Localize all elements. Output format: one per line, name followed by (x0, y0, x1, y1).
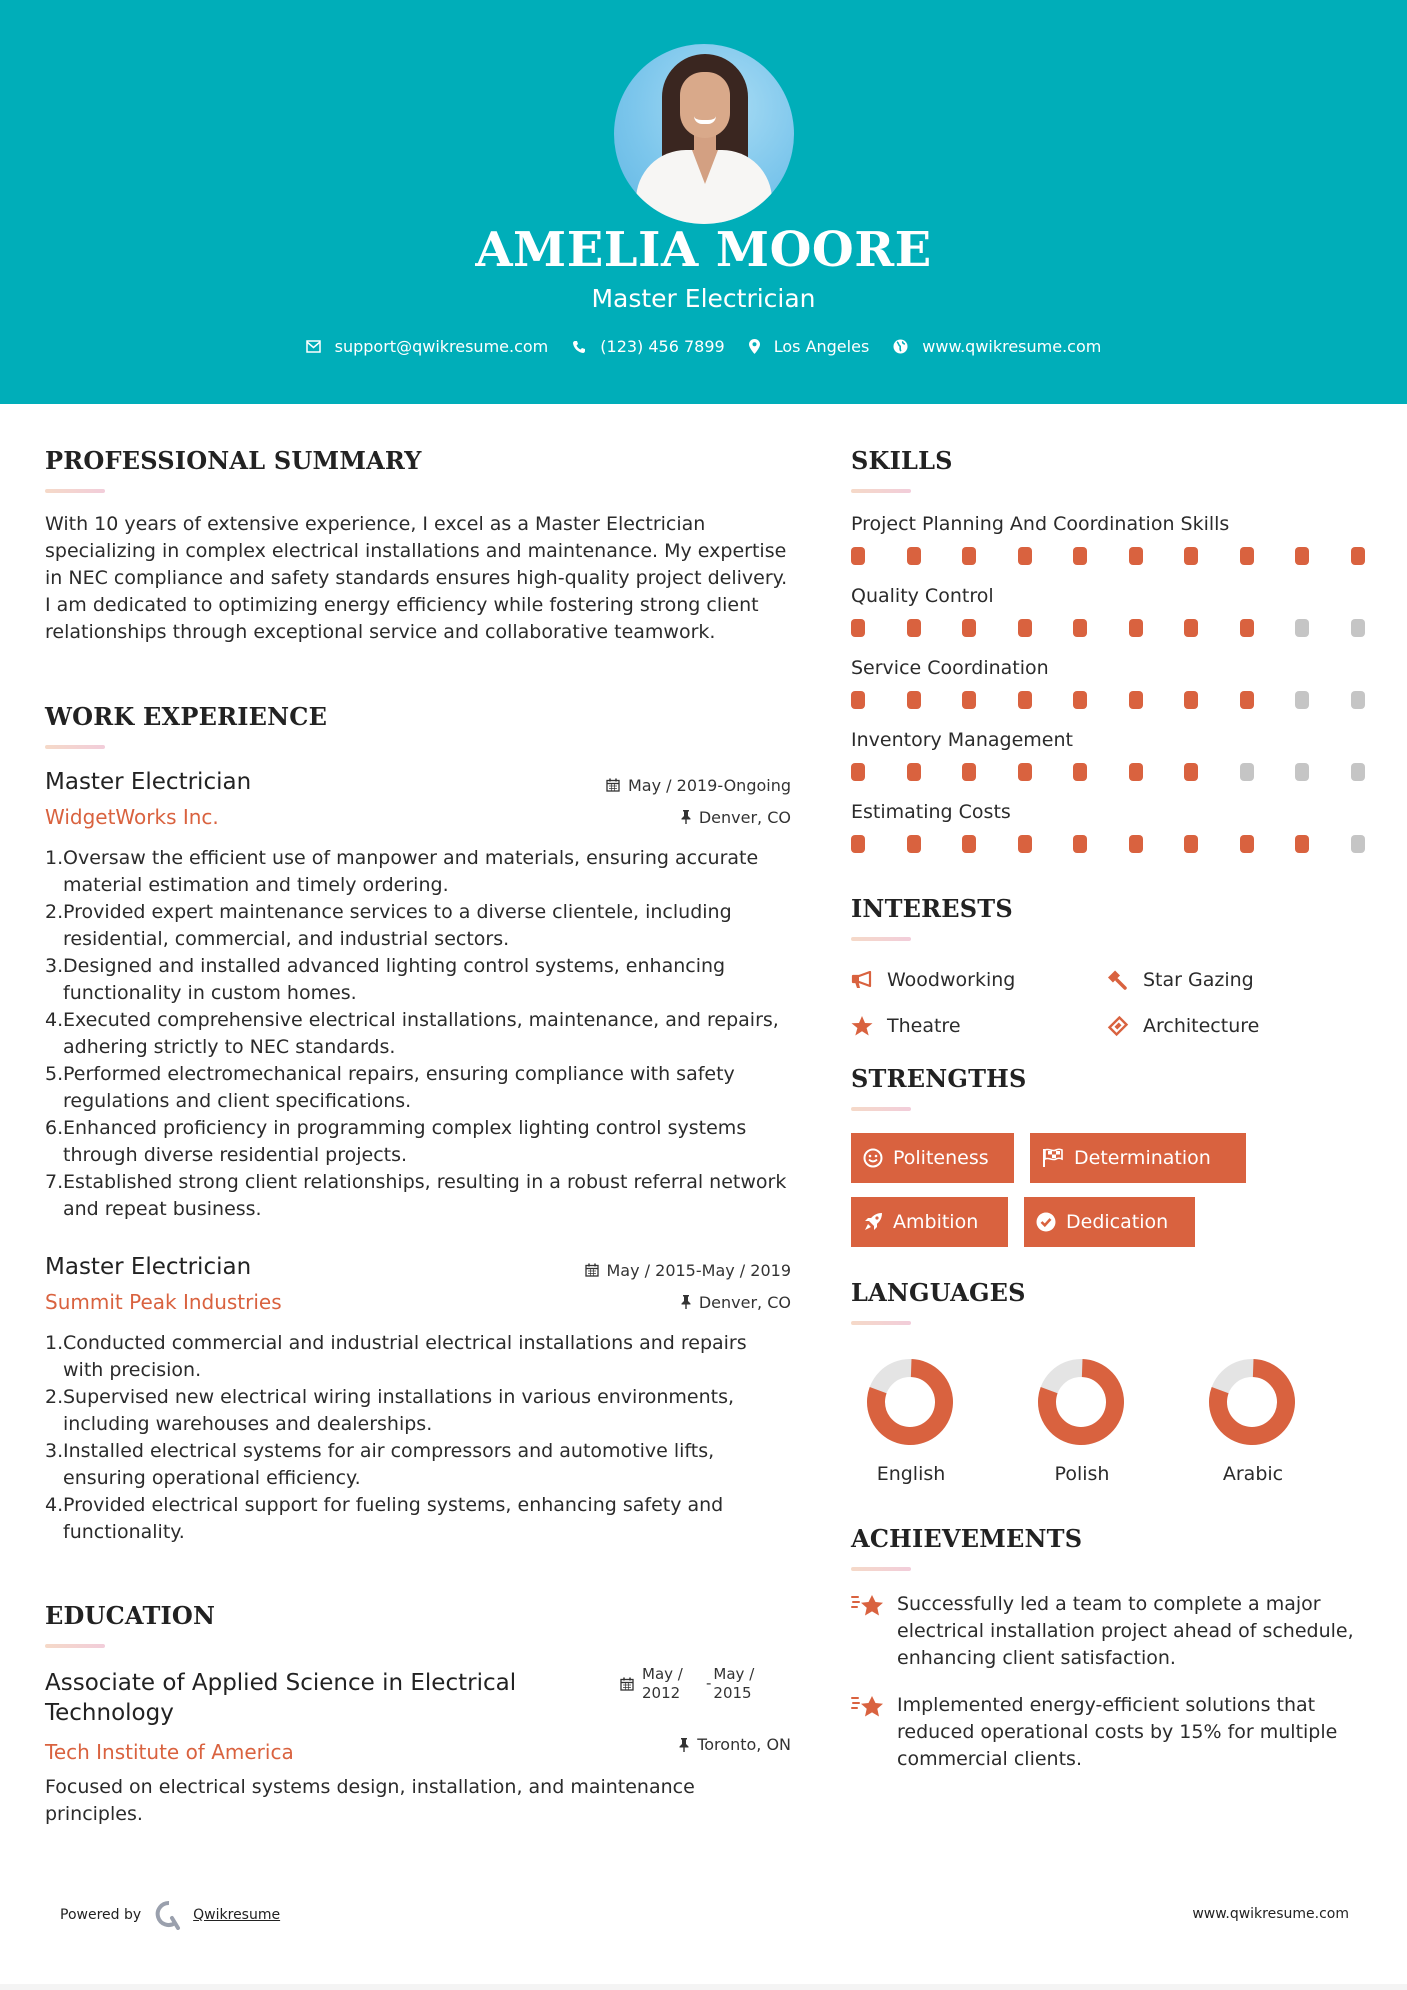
contact-location-text: Los Angeles (773, 337, 870, 356)
footer-website[interactable]: www.qwikresume.com (1192, 1906, 1349, 1922)
rating-dot-filled (1184, 835, 1198, 853)
skill-item (851, 513, 1371, 565)
skill-rating (851, 763, 1371, 781)
language-proficiency-ring (867, 1359, 953, 1445)
achievement-text: Implemented energy-efficient solutions that reduced operational costs by 15% for multiple commercial clients. (897, 1694, 1338, 1770)
section-divider (45, 489, 105, 493)
list-item: 1. Conducted commercial and industrial electrical installations and repairs with precision. (45, 1332, 747, 1381)
strengths-list (851, 1133, 1371, 1261)
rating-dot-filled (1129, 619, 1143, 637)
rating-dot-filled (1240, 835, 1254, 853)
education-heading: EDUCATION (45, 1601, 216, 1630)
footer-powered-by (60, 1900, 280, 1930)
job-entry (45, 769, 791, 1223)
rating-dot-empty (1295, 691, 1309, 709)
flag-checkered-icon (1042, 1148, 1064, 1168)
rating-dot-filled (1240, 619, 1254, 637)
interest-label: Theatre (887, 1015, 961, 1037)
job-meta (585, 1260, 792, 1312)
job-location: Denver, CO (698, 1292, 791, 1312)
skill-name: Inventory Management (851, 729, 1073, 751)
work-experience-section (45, 702, 791, 1223)
gavel-icon (1107, 970, 1129, 990)
education-end-date: - May / 2015 (706, 1665, 755, 1702)
degree-title: Associate of Applied Science in Electrical Technology (45, 1670, 517, 1726)
strength-badge (851, 1197, 1008, 1247)
achievement-item (851, 1692, 1371, 1773)
skill-item (851, 801, 1371, 853)
globe-icon (893, 339, 908, 354)
rating-dot-filled (907, 763, 921, 781)
job-responsibilities (45, 1330, 791, 1546)
skill-name: Quality Control (851, 585, 994, 607)
strength-label: Determination (1074, 1147, 1211, 1169)
section-divider (851, 1107, 911, 1111)
skills-list (851, 513, 1371, 853)
strength-label: Ambition (893, 1211, 979, 1233)
rating-dot-filled (851, 763, 865, 781)
rating-dot-filled (851, 835, 865, 853)
rating-dot-empty (1240, 763, 1254, 781)
strength-badge (1030, 1133, 1246, 1183)
list-item: 3. Designed and installed advanced lighting control systems, enhancing functionality in custom homes. (45, 955, 726, 1004)
qwikresume-link[interactable]: Qwikresume (193, 1907, 281, 1923)
candidate-title: Master Electrician (591, 284, 816, 313)
powered-by-label: Powered by (60, 1907, 142, 1923)
summary-heading: PROFESSIONAL SUMMARY (45, 446, 422, 475)
skill-name: Service Coordination (851, 657, 1049, 679)
interest-label: Woodworking (887, 969, 1016, 991)
rating-dot-filled (1073, 691, 1087, 709)
rating-dot-filled (851, 619, 865, 637)
skill-item (851, 729, 1371, 781)
list-item: 2. Provided expert maintenance services to a diverse clientele, including residential, commercial, and industrial sectors. (45, 901, 732, 950)
education-start-date: May / 2012 (642, 1665, 683, 1702)
rating-dot-filled (1073, 763, 1087, 781)
rating-dot-filled (1129, 547, 1143, 565)
language-name: English (876, 1463, 946, 1485)
interest-label: Architecture (1143, 1015, 1260, 1037)
rating-dot-empty (1295, 763, 1309, 781)
job-company: Summit Peak Industries (45, 1290, 282, 1314)
summary-section (45, 446, 791, 646)
skill-rating (851, 547, 1371, 565)
achievements-section (851, 1524, 1371, 1773)
list-item: 3. Installed electrical systems for air compressors and automotive lifts, ensuring operational efficiency. (45, 1440, 715, 1489)
interest-item (1107, 967, 1363, 993)
rating-dot-filled (1295, 547, 1309, 565)
section-divider (851, 1321, 911, 1325)
language-name: Arabic (1222, 1463, 1284, 1485)
education-dates (620, 1665, 770, 1703)
contact-website-text: www.qwikresume.com (922, 337, 1102, 356)
work-heading: WORK EXPERIENCE (45, 702, 328, 731)
skills-section (851, 446, 1371, 853)
list-item: 2. Supervised new electrical wiring installations in various environments, including warehouses and dealerships. (45, 1386, 735, 1435)
shooting-star-icon (851, 1593, 885, 1619)
languages-section (851, 1278, 1371, 1485)
language-item (1193, 1359, 1364, 1485)
qwikresume-logo-icon (155, 1900, 183, 1930)
contact-website[interactable] (893, 337, 1101, 356)
skill-item (851, 585, 1371, 637)
rating-dot-filled (962, 691, 976, 709)
languages-list (851, 1359, 1371, 1485)
smile-icon (863, 1148, 883, 1168)
rating-dot-filled (1018, 691, 1032, 709)
language-proficiency-ring (1209, 1359, 1295, 1445)
job-company: WidgetWorks Inc. (45, 805, 219, 829)
language-item (851, 1359, 1022, 1485)
rating-dot-empty (1351, 691, 1365, 709)
skill-name: Project Planning And Coordination Skills (851, 513, 1230, 535)
rating-dot-empty (1351, 835, 1365, 853)
section-divider (45, 745, 105, 749)
education-section (45, 1601, 791, 1828)
rating-dot-filled (962, 835, 976, 853)
list-item: 4. Executed comprehensive electrical installations, maintenance, and repairs, adhering strictly to NEC standards. (45, 1009, 779, 1058)
rating-dot-filled (1129, 691, 1143, 709)
school-name: Tech Institute of America (45, 1740, 294, 1764)
rating-dot-filled (962, 619, 976, 637)
strengths-section (851, 1064, 1371, 1261)
check-circle-icon (1036, 1212, 1056, 1232)
rating-dot-filled (1184, 763, 1198, 781)
rating-dot-filled (1073, 619, 1087, 637)
calendar-icon (606, 778, 620, 792)
summary-text: With 10 years of extensive experience, I excel as a Master Electrician specializing in complex electrical installations and maintenance. My expertise in NEC compliance and safety standards ensures high-quality project delivery. I am dedicated to optimizing energy efficiency while fostering strong client relationships through exceptional service and collaborative teamwork. (45, 513, 788, 643)
rocket-icon (863, 1212, 883, 1232)
job-title: Master Electrician (45, 769, 252, 795)
rating-dot-filled (1129, 763, 1143, 781)
achievements-heading: ACHIEVEMENTS (851, 1524, 1083, 1553)
strength-badge (851, 1133, 1014, 1183)
skill-rating (851, 619, 1371, 637)
education-location: Toronto, ON (697, 1735, 791, 1754)
contact-email[interactable] (306, 337, 549, 356)
section-divider (851, 489, 911, 493)
section-divider (851, 937, 911, 941)
rating-dot-filled (1073, 835, 1087, 853)
page-bottom-edge (0, 1984, 1407, 1990)
rating-dot-filled (851, 691, 865, 709)
section-divider (45, 1644, 105, 1648)
list-item: 6. Enhanced proficiency in programming complex lighting control systems through diverse residential projects. (45, 1117, 747, 1166)
interest-label: Star Gazing (1143, 969, 1254, 991)
bullhorn-icon (851, 971, 873, 989)
interests-list (851, 967, 1371, 1039)
rating-dot-empty (1351, 763, 1365, 781)
job-responsibilities (45, 845, 791, 1223)
section-divider (851, 1567, 911, 1571)
rating-dot-filled (1351, 547, 1365, 565)
job-dates: May / 2015-May / 2019 (606, 1260, 791, 1280)
strength-label: Dedication (1066, 1211, 1169, 1233)
rating-dot-empty (1295, 619, 1309, 637)
job-dates: May / 2019-Ongoing (628, 775, 791, 795)
contact-bar (0, 337, 1407, 356)
rating-dot-filled (851, 547, 865, 565)
resume-header (0, 0, 1407, 404)
rating-dot-filled (1018, 547, 1032, 565)
rating-dot-filled (1184, 691, 1198, 709)
skill-rating (851, 691, 1371, 709)
rating-dot-filled (1018, 763, 1032, 781)
list-item: 5. Performed electromechanical repairs, ensuring compliance with safety regulations and client specifications. (45, 1063, 735, 1112)
language-item (1022, 1359, 1193, 1485)
contact-phone-text: (123) 456 7899 (600, 337, 725, 356)
rating-dot-filled (907, 835, 921, 853)
list-item: 4. Provided electrical support for fueling systems, enhancing safety and functionality. (45, 1494, 724, 1543)
rating-dot-filled (907, 691, 921, 709)
rating-dot-filled (1240, 547, 1254, 565)
calendar-icon (585, 1263, 599, 1277)
rating-dot-filled (1184, 547, 1198, 565)
achievement-item (851, 1591, 1371, 1672)
rating-dot-filled (1295, 835, 1309, 853)
rating-dot-filled (1018, 619, 1032, 637)
rating-dot-filled (1129, 835, 1143, 853)
calendar-icon (620, 1677, 634, 1691)
rating-dot-filled (962, 763, 976, 781)
profile-photo (614, 44, 794, 224)
rating-dot-filled (907, 619, 921, 637)
skills-heading: SKILLS (851, 446, 953, 475)
ticket-icon (1107, 1015, 1129, 1037)
map-marker-icon (749, 339, 760, 354)
rating-dot-empty (1351, 619, 1365, 637)
rating-dot-filled (1184, 619, 1198, 637)
pin-icon (679, 1738, 689, 1752)
interests-heading: INTERESTS (851, 894, 1013, 923)
language-name: Polish (1054, 1463, 1110, 1485)
list-item: 7. Established strong client relationships, resulting in a robust referral network and repeat business. (45, 1171, 787, 1220)
contact-location (749, 337, 870, 356)
rating-dot-filled (907, 547, 921, 565)
shooting-star-icon (851, 1694, 885, 1720)
rating-dot-filled (962, 547, 976, 565)
job-entry (45, 1254, 791, 1546)
phone-icon (572, 340, 586, 354)
skill-name: Estimating Costs (851, 801, 1011, 823)
job-title: Master Electrician (45, 1254, 252, 1280)
achievement-text: Successfully led a team to complete a major electrical installation project ahead of schedule, enhancing client satisfaction. (897, 1593, 1354, 1669)
language-proficiency-ring (1038, 1359, 1124, 1445)
skill-rating (851, 835, 1371, 853)
strengths-heading: STRENGTHS (851, 1064, 1027, 1093)
contact-phone[interactable] (572, 337, 724, 356)
languages-heading: LANGUAGES (851, 1278, 1026, 1307)
rating-dot-filled (1073, 547, 1087, 565)
skill-item (851, 657, 1371, 709)
candidate-name: AMELIA MOORE (475, 222, 932, 278)
interest-item (851, 967, 1107, 993)
interest-item (1107, 1013, 1363, 1039)
contact-email-text: support@qwikresume.com (334, 337, 549, 356)
envelope-icon (306, 340, 321, 353)
rating-dot-filled (1240, 691, 1254, 709)
interests-section (851, 894, 1371, 1039)
rating-dot-filled (1018, 835, 1032, 853)
strength-label: Politeness (893, 1147, 989, 1169)
job-location: Denver, CO (698, 807, 791, 827)
pin-icon (681, 1295, 691, 1309)
interest-item (851, 1013, 1107, 1039)
strength-badge (1024, 1197, 1195, 1247)
pin-icon (681, 810, 691, 824)
job-meta (606, 775, 791, 827)
list-item: 1. Oversaw the efficient use of manpower and materials, ensuring accurate material estimation and timely ordering. (45, 847, 759, 896)
education-location-row (679, 1735, 791, 1754)
star-icon (851, 1016, 873, 1036)
education-description: Focused on electrical systems design, installation, and maintenance principles. (45, 1776, 695, 1825)
